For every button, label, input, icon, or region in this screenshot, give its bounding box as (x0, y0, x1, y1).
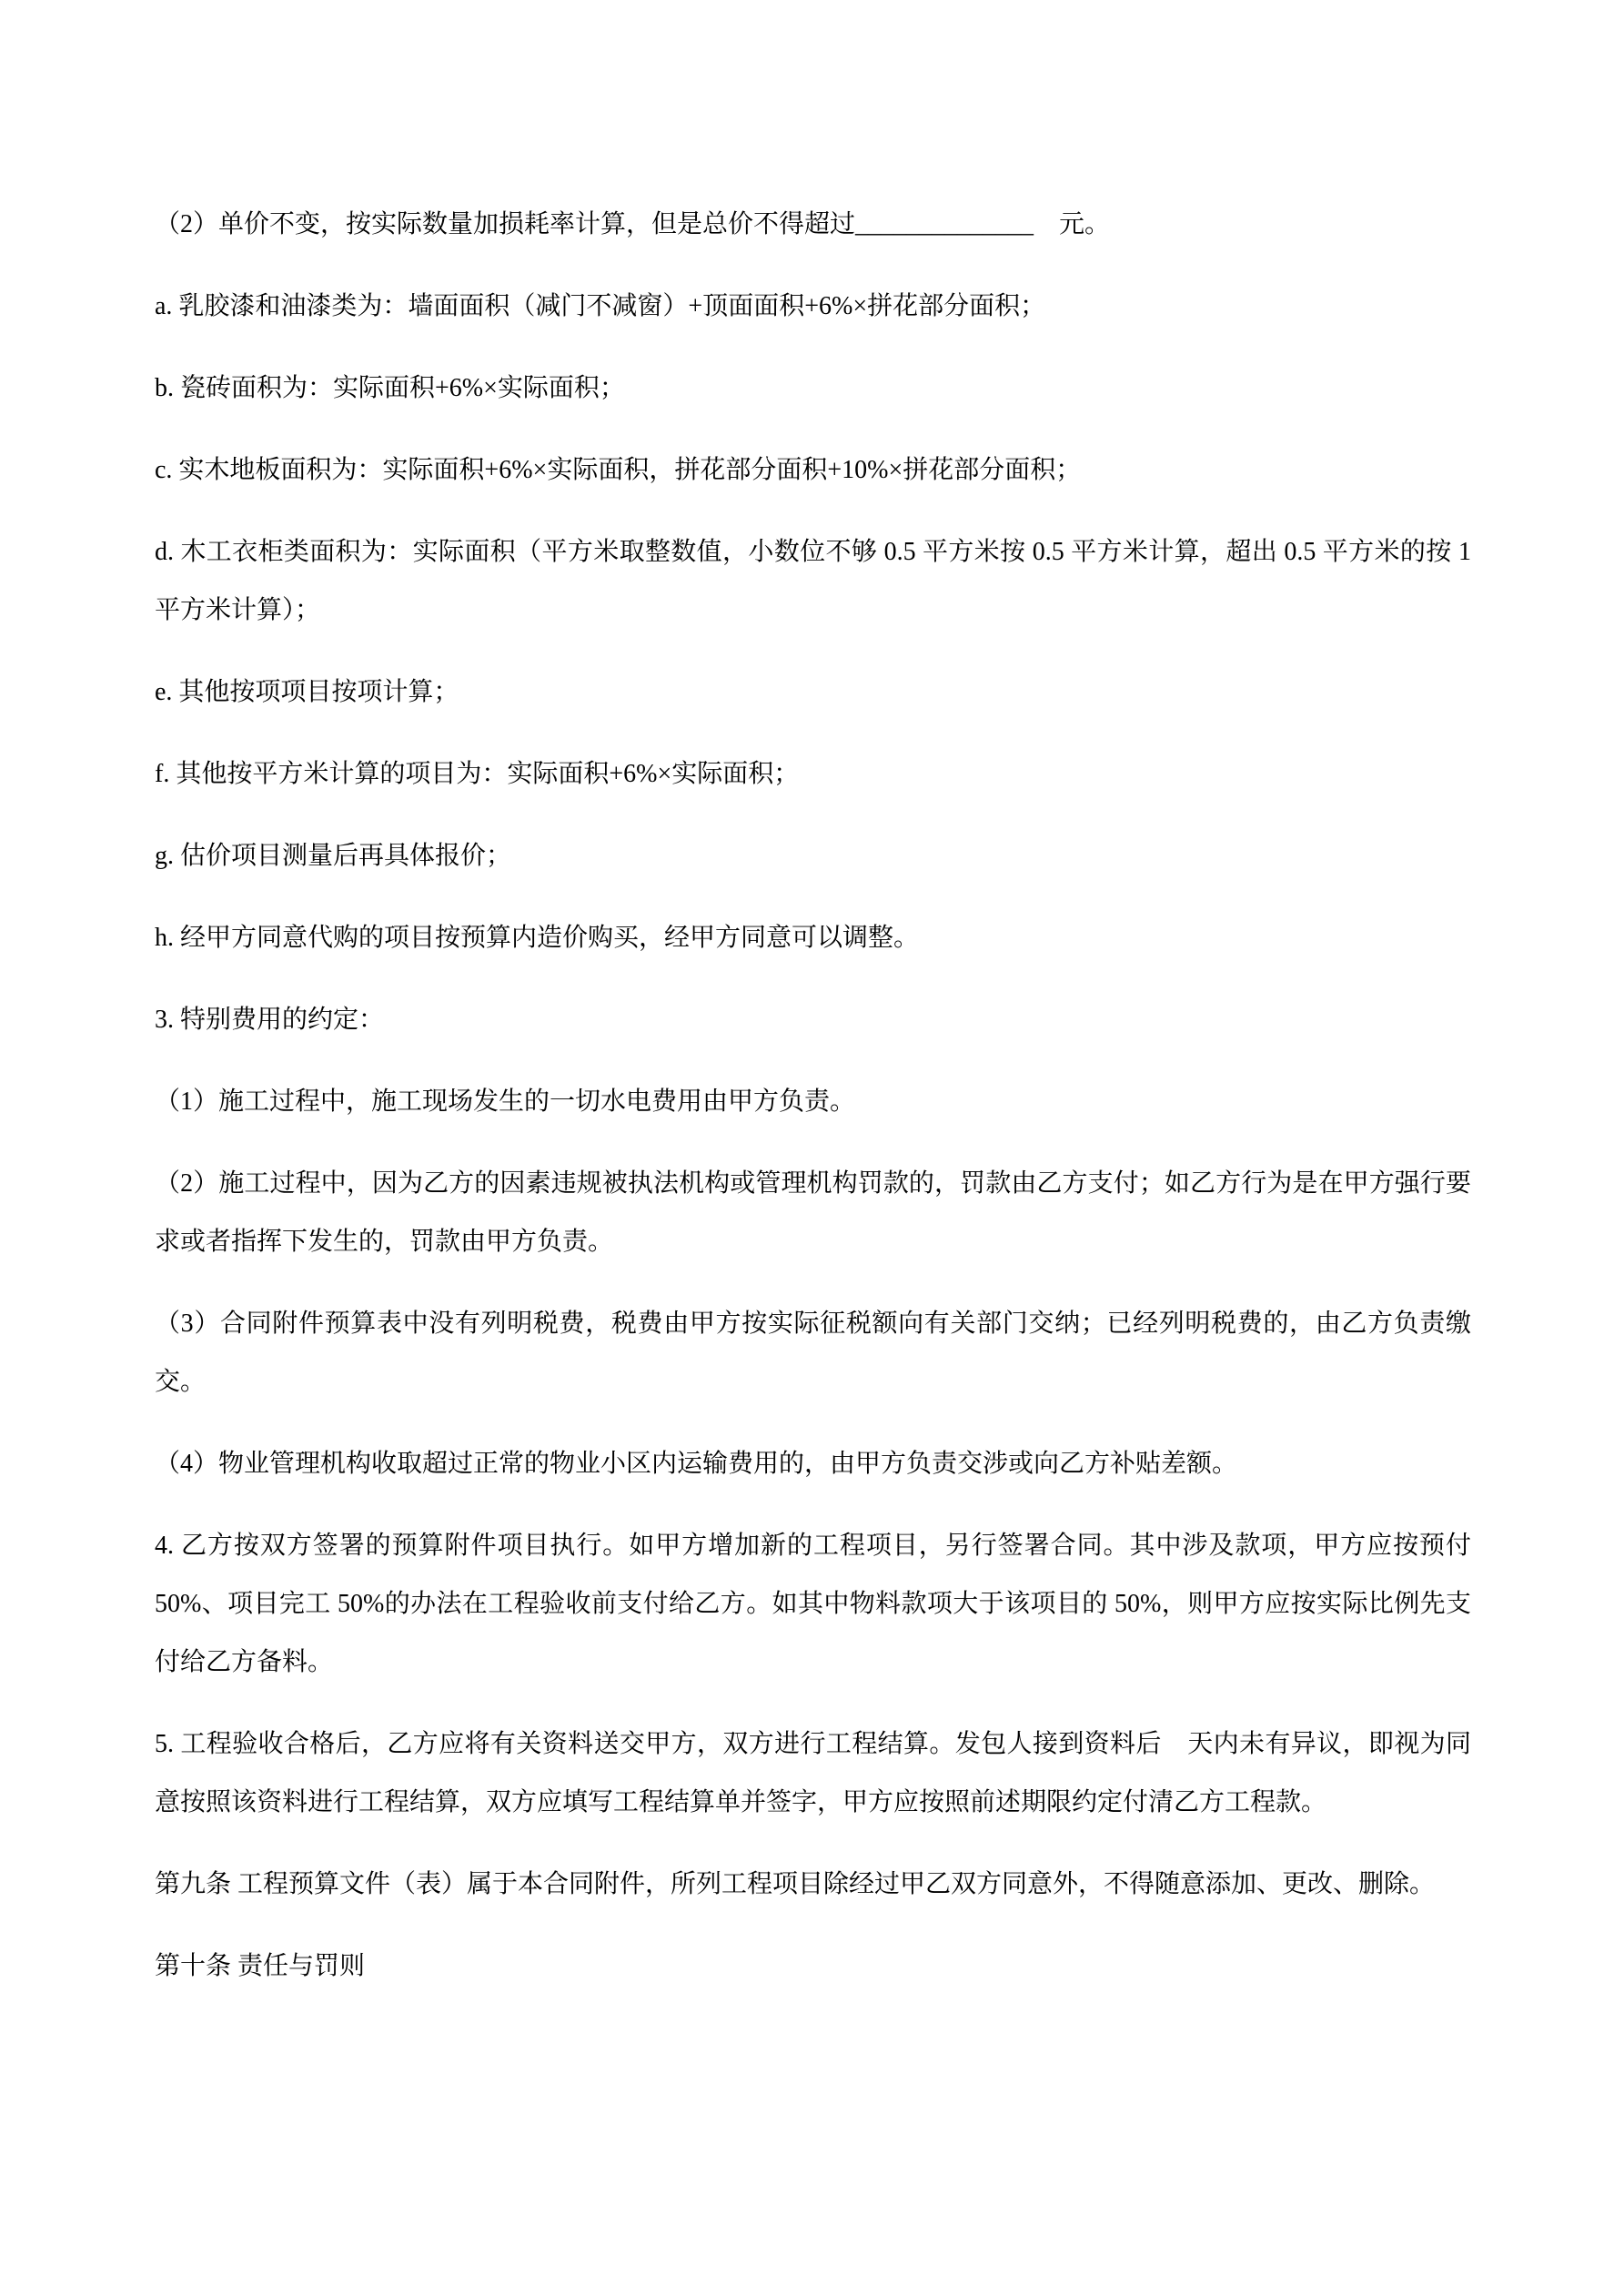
paragraph: （2）单价不变，按实际数量加损耗率计算，但是总价不得超过______________ 元。 (155, 210, 1111, 238)
paragraph: e. 其他按项项目按项计算； (155, 678, 459, 706)
paragraph: 4. 乙方按双方签署的预算附件项目执行。如甲方增加新的工程项目，另行签署合同。其中涉及款项，甲方应按预付 50%、项目完工 50%的办法在工程验收前支付给乙方。如其中物料款项大于该项目的 50%，则甲方应按实际比例先支付给乙方备料。 (155, 1532, 1471, 1676)
paragraph: d. 木工衣柜类面积为：实际面积（平方米取整数值，小数位不够 0.5 平方米按 0.5 平方米计算，超出 0.5 平方米的按 1 平方米计算）； (155, 538, 1471, 624)
paragraph: g. 估价项目测量后再具体报价； (155, 842, 512, 870)
paragraph: （2）施工过程中，因为乙方的因素违规被执法机构或管理机构罚款的，罚款由乙方支付；如乙方行为是在甲方强行要求或者指挥下发生的，罚款由甲方负责。 (155, 1169, 1471, 1256)
paragraph: （1）施工过程中，施工现场发生的一切水电费用由甲方负责。 (155, 1087, 856, 1116)
paragraph: a. 乳胶漆和油漆类为：墙面面积（减门不减窗）+顶面面积+6%×拼花部分面积； (155, 292, 1046, 320)
paragraph: （4）物业管理机构收取超过正常的物业小区内运输费用的，由甲方负责交涉或向乙方补贴差额。 (155, 1450, 1238, 1478)
paragraph: 5. 工程验收合格后，乙方应将有关资料送交甲方，双方进行工程结算。发包人接到资料后 天内未有异议，即视为同意按照该资料进行工程结算，双方应填写工程结算单并签字，甲方应按照前述期限约定付清乙方工程款。 (155, 1730, 1471, 1816)
paragraph: 第九条 工程预算文件（表）属于本合同附件，所列工程项目除经过甲乙双方同意外，不得随意添加、更改、删除。 (155, 1870, 1436, 1898)
document-body (155, 196, 1471, 1996)
paragraph: 第十条 责任与罚则 (155, 1952, 366, 1980)
paragraph: （3）合同附件预算表中没有列明税费，税费由甲方按实际征税额向有关部门交纳；已经列明税费的，由乙方负责缴交。 (155, 1310, 1471, 1396)
paragraph: h. 经甲方同意代购的项目按预算内造价购买，经甲方同意可以调整。 (155, 924, 920, 952)
paragraph: f. 其他按平方米计算的项目为：实际面积+6%×实际面积； (155, 760, 800, 788)
paragraph: c. 实木地板面积为：实际面积+6%×实际面积，拼花部分面积+10%×拼花部分面积； (155, 456, 1082, 484)
paragraph: 3. 特别费用的约定： (155, 1006, 385, 1034)
paragraph: b. 瓷砖面积为：实际面积+6%×实际面积； (155, 374, 625, 402)
